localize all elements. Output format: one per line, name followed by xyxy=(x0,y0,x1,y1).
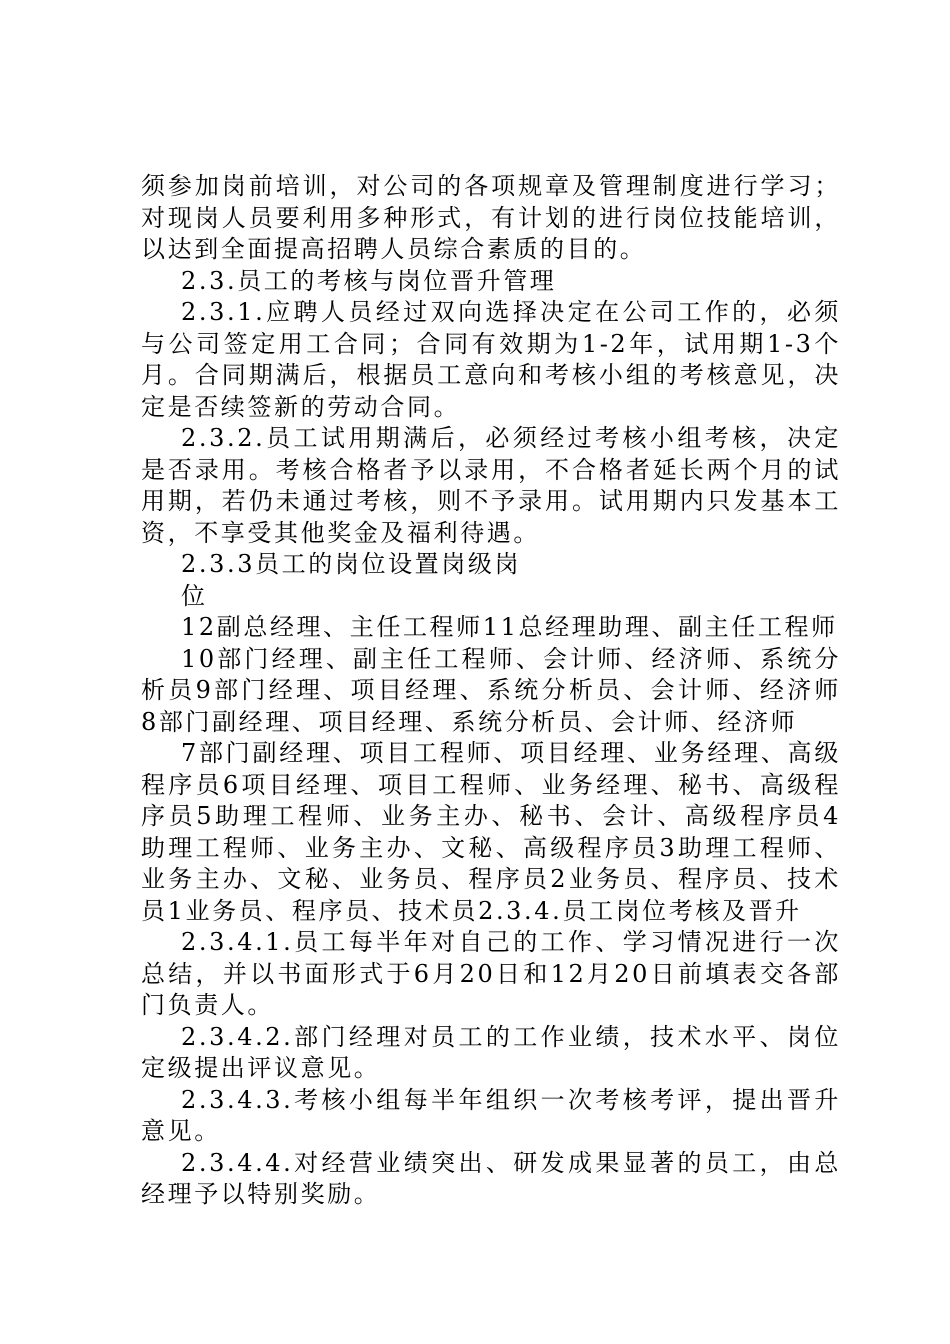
paragraph-2-3-3-heading: 2.3.3员工的岗位设置岗级岗 xyxy=(181,550,522,578)
paragraph-grade-10-8: 10部门经理、副主任工程师、会计师、经济师、系统分析员9部门经理、项目经理、系统分析员、会计师、经济师8部门副经理、项目经理、系统分析员、会计师、经济师 xyxy=(141,644,841,736)
paragraph-2-3-4-3: 2.3.4.3.考核小组每半年组织一次考核考评，提出晋升意见。 xyxy=(141,1085,841,1145)
paragraph-2-3-4-2: 2.3.4.2.部门经理对员工的工作业绩，技术水平、岗位定级提出评议意见。 xyxy=(141,1022,841,1082)
paragraph-2-3-2: 2.3.2.员工试用期满后，必须经过考核小组考核，决定是否录用。考核合格者予以录用，不合格者延长两个月的试用期，若仍未通过考核，则不予录用。试用期内只发基本工资，不享受其他奖金及福利待遇。 xyxy=(141,424,841,547)
section-heading-2-3: 2.3.员工的考核与岗位晋升管理 xyxy=(181,266,557,295)
document-body xyxy=(141,171,841,1211)
paragraph-2-3-4-4: 2.3.4.4.对经营业绩突出、研发成果显著的员工，由总经理予以特别奖励。 xyxy=(141,1148,841,1208)
paragraph-2-3-4-1: 2.3.4.1.员工每半年对自己的工作、学习情况进行一次总结，并以书面形式于6月20日和12月20日前填表交各部门负责人。 xyxy=(141,928,841,1019)
paragraph-grade-12-11: 12副总经理、主任工程师11总经理助理、副主任工程师 xyxy=(181,613,838,641)
paragraph-training-intro: 须参加岗前培训，对公司的各项规章及管理制度进行学习；对现岗人员要利用多种形式，有计划的进行岗位技能培训，以达到全面提高招聘人员综合素质的目的。 xyxy=(141,172,841,263)
paragraph-grade-7-1: 7部门副经理、项目工程师、项目经理、业务经理、高级程序员6项目经理、项目工程师、业务经理、秘书、高级程序员5助理工程师、业务主办、秘书、会计、高级程序员4助理工程师、业务主办、文秘、高级程序员3助理工程师、业务主办、文秘、业务员、程序员2业务员、程序员、技术员1业务员、程序员、技术员2.3.4.员工岗位考核及晋升 xyxy=(141,739,841,925)
paragraph-2-3-1: 2.3.1.应聘人员经过双向选择决定在公司工作的，必须与公司签定用工合同；合同有效期为1-2年，试用期1-3个月。合同期满后，根据员工意向和考核小组的考核意见，决定是否续签新的劳动合同。 xyxy=(141,298,841,421)
paragraph-2-3-3-continued: 位 xyxy=(181,581,208,610)
